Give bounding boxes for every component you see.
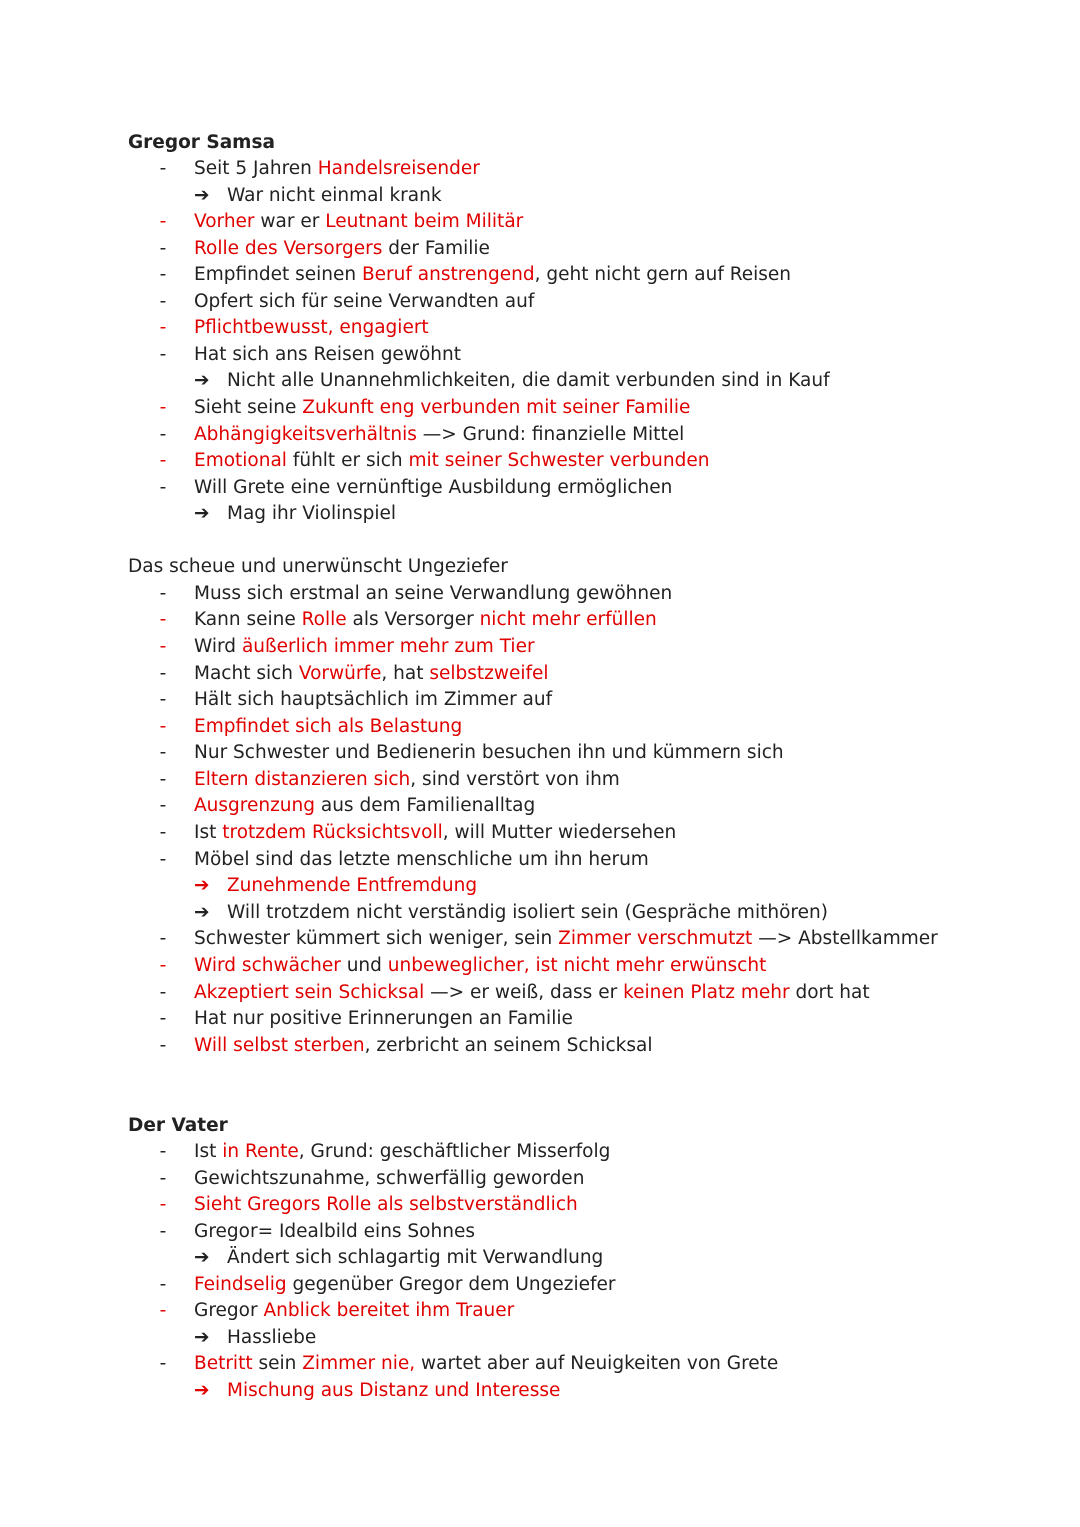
bullet-item [0, 289, 1000, 315]
bullet-text [194, 687, 552, 713]
bullet-text [194, 581, 672, 607]
arrow-right-icon: ➔ [194, 503, 210, 524]
arrow-right-icon: ➔ [194, 1327, 210, 1348]
bullet-dash: - [159, 477, 167, 498]
bullet-text [194, 767, 620, 793]
bullet-text [194, 422, 684, 448]
highlighted-text: Ausgrenzung [194, 795, 315, 816]
text-run: Das scheue und unerwünscht Ungeziefer [128, 556, 508, 577]
arrow-text [227, 1325, 316, 1351]
bullet-item [0, 1166, 1000, 1192]
bullet-dash: - [159, 1141, 167, 1162]
text-run: War nicht einmal krank [227, 185, 442, 206]
arrow-sub-item [0, 501, 1000, 527]
bullet-text [194, 342, 461, 368]
text-run: Möbel sind das letzte menschliche um ihn herum [194, 849, 649, 870]
highlighted-text: Will selbst sterben [194, 1035, 365, 1056]
arrow-right-icon: ➔ [194, 1380, 210, 1401]
bullet-dash: - [159, 769, 167, 790]
text-run: Macht sich [194, 663, 299, 684]
bullet-text [194, 1006, 573, 1032]
arrow-sub-item [0, 900, 1000, 926]
text-run: Empfindet seinen [194, 264, 362, 285]
bullet-dash: - [159, 291, 167, 312]
text-run: Sieht seine [194, 397, 303, 418]
bullet-item [0, 1272, 1000, 1298]
text-run: fühlt er sich [286, 450, 409, 471]
text-run: Ändert sich schlagartig mit Verwandlung [227, 1247, 604, 1268]
arrow-right-icon: ➔ [194, 902, 210, 923]
bullet-item [0, 448, 1000, 474]
arrow-text [227, 368, 830, 394]
highlighted-text: Leutnant beim Militär [325, 211, 524, 232]
bullet-dash: - [159, 1221, 167, 1242]
bullet-text [194, 634, 535, 660]
bullet-dash: - [159, 583, 167, 604]
bullet-dash: - [159, 822, 167, 843]
bullet-dash: - [159, 1035, 167, 1056]
bullet-dash: - [159, 344, 167, 365]
bullet-text [194, 740, 784, 766]
highlighted-text: Zimmer verschmutzt [558, 928, 753, 949]
bullet-text [194, 793, 535, 819]
bullet-item [0, 315, 1000, 341]
highlighted-text: Emotional [194, 450, 287, 471]
text-run: sein [252, 1353, 303, 1374]
bullet-text [194, 980, 870, 1006]
bullet-dash: - [159, 689, 167, 710]
text-run: , Grund: geschäftlicher Misserfolg [298, 1141, 611, 1162]
bullet-dash: - [159, 982, 167, 1003]
text-run: —> er weiß, dass er [424, 982, 624, 1003]
text-run: Ist [194, 1141, 223, 1162]
text-run: Will trotzdem nicht verständig isoliert sein (Gespräche mithören) [227, 902, 828, 923]
highlighted-text: Rolle des Versorgers [194, 238, 383, 259]
bullet-item [0, 1219, 1000, 1245]
highlighted-text: Zukunft eng verbunden mit seiner Familie [302, 397, 691, 418]
bullet-text [194, 820, 676, 846]
text-run: gegenüber Gregor dem Ungeziefer [286, 1274, 616, 1295]
bullet-text [194, 1166, 584, 1192]
section-heading [128, 130, 1080, 156]
bullet-dash: - [159, 1008, 167, 1029]
bullet-text [194, 1033, 652, 1059]
highlighted-text: keinen Platz mehr [623, 982, 790, 1003]
subsection-heading [128, 554, 1080, 580]
bullet-dash: - [159, 450, 167, 471]
highlighted-text: Handelsreisender [317, 158, 480, 179]
bullet-text [194, 1139, 610, 1165]
bullet-item [0, 714, 1000, 740]
bullet-text [194, 262, 791, 288]
bullet-item [0, 820, 1000, 846]
arrow-sub-item [0, 1378, 1000, 1404]
arrow-text [227, 900, 828, 926]
arrow-text [227, 501, 396, 527]
text-run: Seit 5 Jahren [194, 158, 318, 179]
highlighted-text: Wird schwächer [194, 955, 341, 976]
bullet-text [194, 289, 534, 315]
highlighted-text: selbstzweifel [429, 663, 549, 684]
bullet-item [0, 209, 1000, 235]
bullet-item [0, 1298, 1000, 1324]
bullet-dash: - [159, 1353, 167, 1374]
highlighted-text: unbeweglicher, ist nicht mehr erwünscht [387, 955, 767, 976]
bullet-item [0, 581, 1000, 607]
bullet-item [0, 1033, 1000, 1059]
arrow-sub-item [0, 368, 1000, 394]
text-run: , will Mutter wiedersehen [442, 822, 677, 843]
bullet-text [194, 607, 657, 633]
bullet-dash: - [159, 663, 167, 684]
bullet-text [194, 209, 523, 235]
bullet-item [0, 661, 1000, 687]
highlighted-text: Anblick bereitet ihm Trauer [263, 1300, 515, 1321]
highlighted-text: Sieht Gregors Rolle als selbstverständlich [194, 1194, 578, 1215]
bullet-text [194, 1219, 475, 1245]
arrow-sub-item [0, 1325, 1000, 1351]
text-run: wartet aber auf Neuigkeiten von Grete [415, 1353, 779, 1374]
bullet-item [0, 687, 1000, 713]
highlighted-text: Pflichtbewusst, engagiert [194, 317, 429, 338]
bullet-text [194, 315, 429, 341]
text-run: Ist [194, 822, 223, 843]
highlighted-text: Akzeptiert sein Schicksal [194, 982, 425, 1003]
text-run: aus dem Familienalltag [314, 795, 536, 816]
text-run: dort hat [789, 982, 870, 1003]
highlighted-text: trotzdem Rücksichtsvoll [222, 822, 443, 843]
text-run: Mag ihr Violinspiel [227, 503, 397, 524]
bullet-text [194, 714, 462, 740]
arrow-text [227, 183, 442, 209]
highlighted-text: Mischung aus Distanz und Interesse [227, 1380, 561, 1401]
text-run: Gregor= Idealbild eins Sohnes [194, 1221, 475, 1242]
text-run: , hat [381, 663, 430, 684]
bullet-dash: - [159, 716, 167, 737]
text-run: Hat sich ans Reisen gewöhnt [194, 344, 461, 365]
text-run: Nicht alle Unannehmlichkeiten, die damit verbunden sind in Kauf [227, 370, 830, 391]
bullet-text [194, 395, 690, 421]
arrow-sub-item [0, 183, 1000, 209]
text-run: Hält sich hauptsächlich im Zimmer auf [194, 689, 553, 710]
bullet-dash: - [159, 1274, 167, 1295]
highlighted-text: Betritt [194, 1353, 253, 1374]
bullet-item [0, 395, 1000, 421]
bullet-text [194, 1298, 514, 1324]
text-run: Wird [194, 636, 242, 657]
bullet-dash: - [159, 849, 167, 870]
text-run: Hassliebe [227, 1327, 317, 1348]
bullet-item [0, 634, 1000, 660]
bullet-item [0, 1139, 1000, 1165]
text-run: , zerbricht an seinem Schicksal [364, 1035, 653, 1056]
bullet-text [194, 1272, 615, 1298]
arrow-text [227, 1245, 603, 1271]
text-run: —> Abstellkammer [752, 928, 938, 949]
bullet-item [0, 262, 1000, 288]
bullet-item [0, 342, 1000, 368]
highlighted-text: Zunehmende Entfremdung [227, 875, 478, 896]
arrow-text [227, 873, 477, 899]
bullet-item [0, 926, 1000, 952]
text-run: Gregor [194, 1300, 264, 1321]
arrow-sub-item [0, 1245, 1000, 1271]
text-run: Gregor Samsa [128, 132, 275, 153]
bullet-text [194, 448, 709, 474]
bullet-dash: - [159, 636, 167, 657]
arrow-right-icon: ➔ [194, 875, 210, 896]
bullet-text [194, 1351, 778, 1377]
bullet-dash: - [159, 1300, 167, 1321]
text-run: Will Grete eine vernünftige Ausbildung ermöglichen [194, 477, 673, 498]
text-run: Schwester kümmert sich weniger, sein [194, 928, 559, 949]
text-run: , sind verstört von ihm [410, 769, 620, 790]
bullet-item [0, 1006, 1000, 1032]
text-run: Muss sich erstmal an seine Verwandlung gewöhnen [194, 583, 673, 604]
highlighted-text: Feindselig [194, 1274, 287, 1295]
text-run: Opfert sich für seine Verwandten auf [194, 291, 535, 312]
bullet-text [194, 156, 480, 182]
bullet-item [0, 767, 1000, 793]
bullet-text [194, 475, 672, 501]
text-run: Der Vater [128, 1115, 228, 1136]
bullet-dash: - [159, 317, 167, 338]
bullet-item [0, 607, 1000, 633]
highlighted-text: mit seiner Schwester verbunden [408, 450, 710, 471]
highlighted-text: nicht mehr erfüllen [479, 609, 657, 630]
arrow-right-icon: ➔ [194, 1247, 210, 1268]
highlighted-text: Vorher [194, 211, 255, 232]
bullet-item [0, 236, 1000, 262]
bullet-item [0, 793, 1000, 819]
bullet-dash: - [159, 795, 167, 816]
bullet-text [194, 926, 938, 952]
bullet-item [0, 1351, 1000, 1377]
bullet-dash: - [159, 1168, 167, 1189]
highlighted-text: Abhängigkeitsverhältnis [194, 424, 417, 445]
bullet-dash: - [159, 397, 167, 418]
bullet-dash: - [159, 424, 167, 445]
bullet-dash: - [159, 211, 167, 232]
bullet-item [0, 740, 1000, 766]
bullet-dash: - [159, 928, 167, 949]
text-run: der Familie [382, 238, 490, 259]
bullet-dash: - [159, 158, 167, 179]
bullet-item [0, 422, 1000, 448]
bullet-dash: - [159, 742, 167, 763]
section-heading [128, 1113, 1080, 1139]
text-run: Hat nur positive Erinnerungen an Familie [194, 1008, 573, 1029]
bullet-item [0, 953, 1000, 979]
bullet-text [194, 953, 766, 979]
bullet-text [194, 1192, 578, 1218]
text-run: Kann seine [194, 609, 302, 630]
text-run: war er [254, 211, 326, 232]
highlighted-text: Eltern distanzieren sich [194, 769, 411, 790]
bullet-dash: - [159, 238, 167, 259]
bullet-item [0, 1192, 1000, 1218]
bullet-item [0, 475, 1000, 501]
text-run: Nur Schwester und Bedienerin besuchen ihn und kümmern sich [194, 742, 784, 763]
highlighted-text: in Rente [222, 1141, 299, 1162]
highlighted-text: Vorwürfe [298, 663, 382, 684]
highlighted-text: Empfindet sich als Belastung [194, 716, 463, 737]
arrow-right-icon: ➔ [194, 185, 210, 206]
arrow-text [227, 1378, 560, 1404]
arrow-sub-item [0, 873, 1000, 899]
highlighted-text: äußerlich immer mehr zum Tier [241, 636, 535, 657]
text-run: und [340, 955, 388, 976]
bullet-text [194, 847, 649, 873]
highlighted-text: Beruf anstrengend [361, 264, 535, 285]
bullet-dash: - [159, 264, 167, 285]
text-run: Gewichtszunahme, schwerfällig geworden [194, 1168, 585, 1189]
text-run: , geht nicht gern auf Reisen [534, 264, 792, 285]
bullet-text [194, 661, 549, 687]
bullet-dash: - [159, 609, 167, 630]
bullet-text [194, 236, 490, 262]
bullet-item [0, 156, 1000, 182]
bullet-dash: - [159, 1194, 167, 1215]
bullet-item [0, 980, 1000, 1006]
text-run: —> Grund: finanzielle Mittel [416, 424, 685, 445]
bullet-dash: - [159, 955, 167, 976]
text-run: als Versorger [346, 609, 480, 630]
highlighted-text: Zimmer nie, [302, 1353, 416, 1374]
arrow-right-icon: ➔ [194, 370, 210, 391]
bullet-item [0, 847, 1000, 873]
highlighted-text: Rolle [301, 609, 347, 630]
